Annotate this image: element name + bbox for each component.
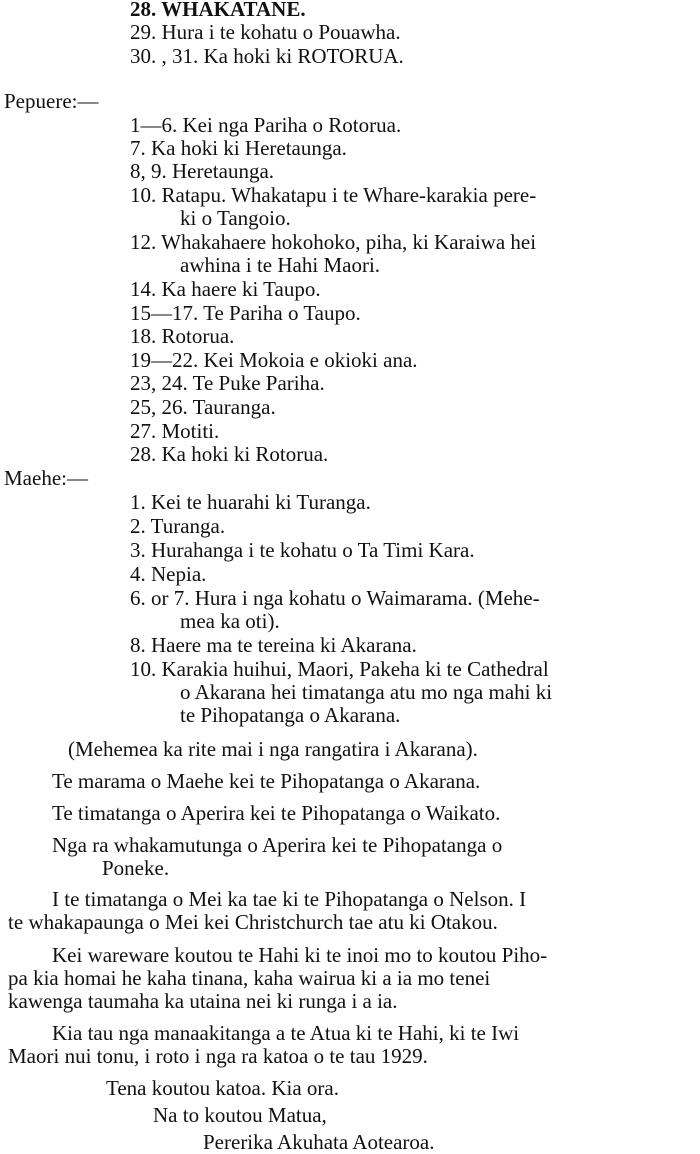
list-item: 15—17. Te Pariha o Taupo. — [130, 301, 361, 325]
list-item: 10. Ratapu. Whakatapu i te Whare-karakia pere- — [130, 183, 537, 207]
list-item: 23, 24. Te Puke Pariha. — [130, 371, 325, 395]
list-item-continuation: o Akarana hei timatanga atu mo nga mahi ki — [180, 680, 553, 704]
list-item: 7. Ka hoki ki Heretaunga. — [130, 136, 347, 160]
list-item-continuation: mea ka oti). — [180, 609, 280, 633]
paragraph-line: pa kia homai he kaha tinana, kaha wairua ki a ia mo tenei — [8, 966, 491, 990]
section-heading-maehe: Maehe:— — [4, 466, 88, 490]
list-item: 12. Whakahaere hokohoko, piha, ki Karaiwa hei — [130, 230, 537, 254]
paragraph-line: Kei wareware koutou te Hahi ki te inoi mo to koutou Piho- — [52, 943, 548, 967]
closing-salutation: Na to koutou Matua, — [153, 1103, 327, 1127]
list-item: 10. Karakia huihui, Maori, Pakeha ki te Cathedral — [130, 657, 549, 681]
list-item: 1—6. Kei nga Pariha o Rotorua. — [130, 113, 402, 137]
list-item-continuation: awhina i te Hahi Maori. — [180, 253, 381, 277]
signature-name: Pererika Akuhata Aotearoa. — [203, 1130, 435, 1154]
paragraph-line: (Mehemea ka rite mai i nga rangatira i Akarana). — [68, 737, 478, 761]
paragraph-line: Poneke. — [102, 856, 170, 880]
list-item: 18. Rotorua. — [130, 324, 235, 348]
list-item: 30. , 31. Ka hoki ki ROTORUA. — [130, 44, 404, 68]
closing-greeting: Tena koutou katoa. Kia ora. — [106, 1076, 339, 1100]
list-item: 3. Hurahanga i te kohatu o Ta Timi Kara. — [130, 538, 475, 562]
list-item: 8. Haere ma te tereina ki Akarana. — [130, 633, 417, 657]
list-item: 29. Hura i te kohatu o Pouawha. — [130, 20, 401, 44]
list-item: 27. Motiti. — [130, 419, 220, 443]
paragraph-line: Te marama o Maehe kei te Pihopatanga o Akarana. — [52, 769, 481, 793]
list-item-continuation: ki o Tangoio. — [180, 206, 291, 230]
list-item: 1. Kei te huarahi ki Turanga. — [130, 490, 371, 514]
list-item: 14. Ka haere ki Taupo. — [130, 277, 321, 301]
list-item: 8, 9. Heretaunga. — [130, 159, 275, 183]
list-item: 6. or 7. Hura i nga kohatu o Waimarama. (Mehe- — [130, 586, 540, 610]
paragraph-line: te whakapaunga o Mei kei Christchurch tae atu ki Otakou. — [8, 910, 498, 934]
list-item-continuation: te Pihopatanga o Akarana. — [180, 703, 401, 727]
list-item: 2. Turanga. — [130, 514, 226, 538]
paragraph-line: Nga ra whakamutunga o Aperira kei te Pihopatanga o — [52, 833, 503, 857]
paragraph-line: kawenga taumaha ka utaina nei ki runga i a ia. — [8, 989, 398, 1013]
paragraph-line: Te timatanga o Aperira kei te Pihopatanga o Waikato. — [52, 801, 501, 825]
paragraph-line: I te timatanga o Mei ka tae ki te Pihopatanga o Nelson. I — [52, 887, 527, 911]
list-item: 28. WHAKATANE. — [130, 0, 306, 21]
list-item: 4. Nepia. — [130, 562, 207, 586]
list-item: 28. Ka hoki ki Rotorua. — [130, 442, 329, 466]
list-item: 25, 26. Tauranga. — [130, 395, 276, 419]
section-heading-pepuere: Pepuere:— — [4, 89, 99, 113]
paragraph-line: Kia tau nga manaakitanga a te Atua ki te Hahi, ki te Iwi — [52, 1021, 520, 1045]
paragraph-line: Maori nui tonu, i roto i nga ra katoa o te tau 1929. — [8, 1044, 428, 1068]
list-item: 19—22. Kei Mokoia e okioki ana. — [130, 348, 418, 372]
